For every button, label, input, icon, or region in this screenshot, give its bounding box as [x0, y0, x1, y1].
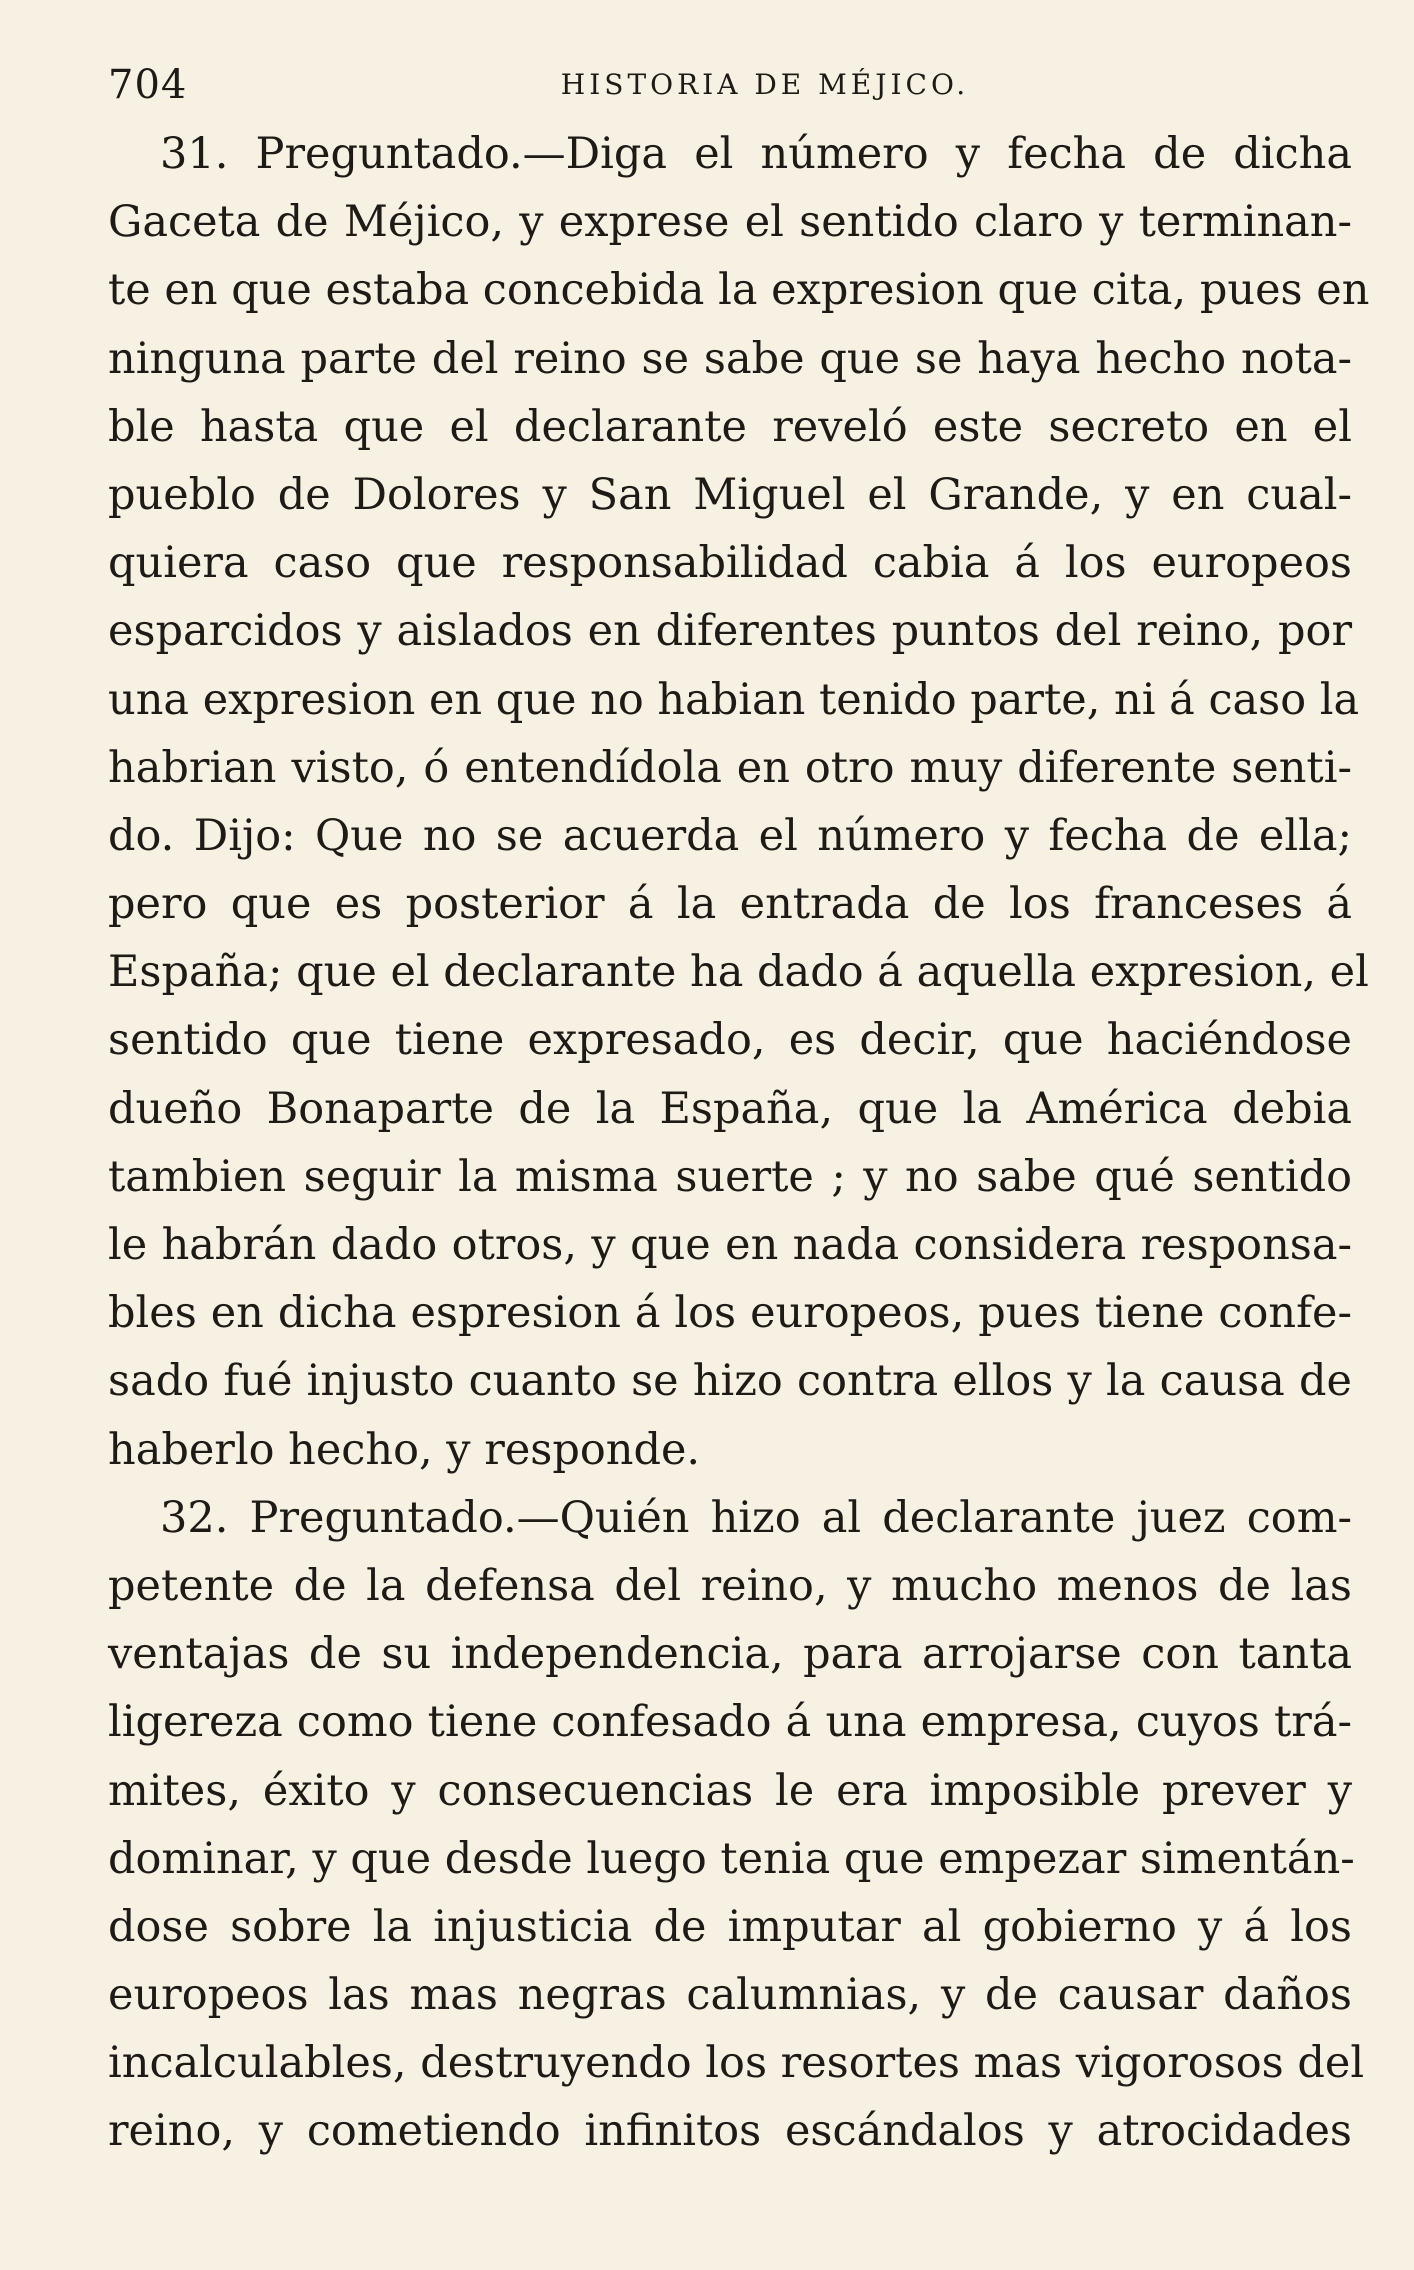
paragraph-32-line: mites, éxito y consecuencias le era imposible prever y: [108, 1765, 1352, 1816]
paragraph-31-line: quiera caso que responsabilidad cabia á los europeos: [108, 538, 1352, 589]
paragraph-32-line: 32. Preguntado.—Quién hizo al declarante juez com-: [160, 1492, 1352, 1543]
body-text: [108, 120, 1370, 2166]
paragraph-31-line: esparcidos y aislados en diferentes puntos del reino, por: [108, 606, 1352, 657]
paragraph-31-line: pero que es posterior á la entrada de los franceses á: [108, 879, 1352, 930]
paragraph-31-line: España; que el declarante ha dado á aquella expresion, el: [108, 947, 1369, 998]
paragraph-31-line: do. Dijo: Que no se acuerda el número y fecha de ella;: [108, 810, 1352, 861]
paragraph-31-line: le habrán dado otros, y que en nada considera responsa-: [108, 1220, 1352, 1270]
paragraph-31-line: tambien seguir la misma suerte ; y no sabe qué sentido: [108, 1151, 1352, 1202]
paragraph-32-line: dose sobre la injusticia de imputar al gobierno y á los: [108, 1901, 1352, 1952]
running-title: HISTORIA DE MÉJICO.: [560, 68, 970, 101]
paragraph-31-line: ble hasta que el declarante reveló este secreto en el: [108, 401, 1352, 452]
paragraph-31-line: sentido que tiene expresado, es decir, que haciéndose: [108, 1015, 1352, 1066]
paragraph-31-line: dueño Bonaparte de la España, que la América debia: [108, 1083, 1352, 1134]
paragraph-31-line: una expresion en que no habian tenido parte, ni á caso la: [108, 674, 1360, 725]
paragraph-31-line: Gaceta de Méjico, y exprese el sentido claro y terminan-: [108, 197, 1352, 248]
paragraph-31-line: sado fué injusto cuanto se hizo contra ellos y la causa de: [108, 1356, 1352, 1407]
paragraph-32-line: europeos las mas negras calumnias, y de causar daños: [108, 1970, 1352, 2021]
paragraph-31-line: 31. Preguntado.—Diga el número y fecha de dicha: [160, 129, 1352, 179]
paragraph-31-line: bles en dicha espresion á los europeos, pues tiene confe-: [108, 1288, 1352, 1339]
paragraph-32-line: incalculables, destruyendo los resortes mas vigorosos del: [108, 2038, 1365, 2089]
paragraph-32-line: ventajas de su independencia, para arrojarse con tanta: [108, 1629, 1352, 1680]
paragraph-32-line: reino, y cometiendo infinitos escándalos y atrocidades: [108, 2106, 1352, 2157]
paragraph-31-line: pueblo de Dolores y San Miguel el Grande, y en cual-: [108, 469, 1352, 520]
paragraph-32-line: petente de la defensa del reino, y mucho menos de las: [108, 1560, 1352, 1611]
paragraph-31-line: ninguna parte del reino se sabe que se haya hecho nota-: [108, 333, 1352, 384]
paragraph-31-line: te en que estaba concebida la expresion que cita, pues en: [108, 265, 1370, 316]
page-number: 704: [108, 62, 188, 108]
paragraph-31-line: haberlo hecho, y responde.: [108, 1424, 701, 1475]
paragraph-31-line: habrian visto, ó entendídola en otro muy diferente senti-: [108, 742, 1352, 793]
paragraph-32-line: ligereza como tiene confesado á una empresa, cuyos trá-: [108, 1697, 1352, 1748]
paragraph-32-line: dominar, y que desde luego tenia que empezar simentán-: [108, 1833, 1355, 1884]
running-head: [108, 50, 1352, 120]
